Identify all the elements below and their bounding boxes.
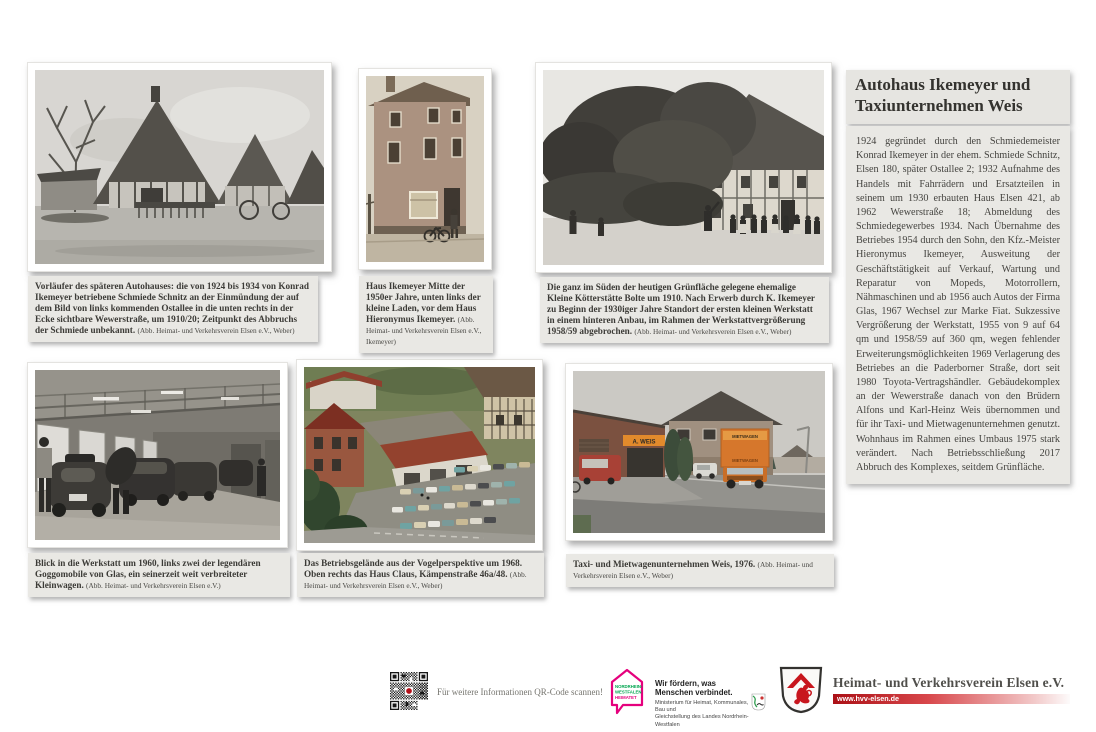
caption-credit: (Abb. Heimat- und Verkehrsverein Elsen e.V., Weber) bbox=[137, 326, 295, 336]
caption-koetterstaette-bolte bbox=[540, 277, 829, 343]
ministry-name-line2: Gleichstellung des Landes Nordrhein-Westfalen bbox=[655, 714, 749, 728]
qr-code bbox=[390, 672, 428, 710]
panel-body-text: 1924 gegründet durch den Schmiedemeister Konrad Ikemeyer in der ehem. Schmiede Schnitz, Elsen 180, später Ostallee 2; 1932 Aufnahme des Handels mit Fahrrädern und Ersatzteilen in seinem um 1930 erbauten Haus Elsen 421, ab 1962 Wewerstraße 18; Abmeldung des Schmiedegewerbes 1934. Nach Übernahme des Betriebes 1954 durch den Sohn, den Kfz.-Meister Hieronymus Ikemeyer, Ausweitung der Geschäftstätigkeit auf Verkauf, Wartung und Reparatur von Mopeds, Motorrollern, Nähmaschinen und ab 1956 auch Autos der Firma Glas, 1967 Wechsel zur Marke Fiat. Sukzessive Vergrößerung der Werkstatt, 1955 von 9 auf 64 qm und 1958/59 auf 360 qm, wegen fehlender Erweiterungsmöglichkeiten 1969 Verlagerung des Betriebes an die Paderborner Straße, dort seit 1980 Toyota-Vertragshändler. Gebäudekomplex an der Wewerstraße danach von den Brüdern Alfons und Karl-Heinz Weis übernommen und für ihr Taxi- und Mietwagenunternehmen genutzt. Wohnhaus im Rahmen eines Umbaus 1975 stark verändert. Nach Betriebsschließung 2017 Abbruch des Komplexes, seitdem Grünfläche. bbox=[846, 126, 1070, 484]
caption-haus-ikemeyer bbox=[359, 276, 493, 353]
nrw-heimat-logo bbox=[609, 667, 645, 715]
photo-weis-1976 bbox=[565, 363, 833, 541]
hvv-elsen-name: Heimat- und Verkehrsverein Elsen e.V. bbox=[833, 675, 1065, 690]
ministry-slogan: Wir fördern, was Menschen verbindet. bbox=[655, 679, 733, 697]
caption-betriebsgelaende bbox=[297, 553, 544, 597]
nrw-logo-line1: NORDRHEIN- bbox=[615, 684, 643, 689]
panel-title bbox=[846, 70, 1070, 124]
photo-betriebsgelaende bbox=[296, 359, 543, 551]
caption-credit: (Abb. Heimat- und Verkehrsverein Elsen e.V., Weber) bbox=[304, 570, 527, 591]
caption-werkstatt bbox=[28, 553, 290, 597]
panel-title-line2: Taxiunternehmen Weis bbox=[855, 95, 1023, 115]
caption-text: Blick in die Werkstatt um 1960, links zwei der legendären Goggomobile von Glas, ein seinerzeit weit verbreiteter Kleinwagen. bbox=[35, 558, 261, 591]
garage-sign-text: A. WEIS bbox=[632, 439, 656, 446]
caption-text: Das Betriebsgelände aus der Vogelperspektive um 1968. Oben rechts das Haus Claus, Kämpenstraße 46a/48. bbox=[304, 558, 523, 580]
hvv-elsen-block bbox=[833, 675, 1073, 704]
caption-credit: (Abb. Heimat- und Verkehrsverein Elsen e.V., Weber) bbox=[573, 560, 813, 581]
hvv-elsen-url: www.hvv-elsen.de bbox=[833, 694, 1070, 704]
hvv-elsen-crest-icon bbox=[779, 666, 823, 714]
ministry-block bbox=[655, 680, 751, 729]
photo-haus-ikemeyer bbox=[358, 68, 492, 270]
nrw-logo-line2: WESTFALEN bbox=[615, 689, 642, 695]
luftbild-photo-image bbox=[304, 367, 535, 543]
caption-text: Taxi- und Mietwagenunternehmen Weis, 1976. bbox=[573, 559, 756, 569]
weis-photo-image bbox=[573, 371, 825, 533]
ministry-name bbox=[655, 700, 751, 729]
qr-code-label: Für weitere Informationen QR-Code scannen! bbox=[437, 687, 603, 697]
haus-ikemeyer-photo-image bbox=[366, 76, 484, 262]
caption-text: Vorläufer des späteren Autohauses: die von 1924 bis 1934 von Konrad Ikemeyer betriebene Schmiede Schnitz an der Einmündung der auf dem Bild von links kommenden Ostallee in die unten rechts in der Ecke sichtbare Wewerstraße, um 1910/20; Zeitpunkt des Abbruchs der Schmiede unbekannt. bbox=[35, 281, 309, 336]
ministry-name-line1: Ministerium für Heimat, Kommunales, Bau und bbox=[655, 699, 749, 714]
truck-sign-text-top: MIETWAGEN bbox=[732, 434, 758, 439]
photo-koetterstaette-bolte bbox=[535, 62, 832, 273]
nrw-logo-line3: HEIMATET bbox=[615, 695, 637, 700]
truck-sign-text-bottom: MIETWAGEN bbox=[732, 458, 758, 463]
koetterstaette-photo-image bbox=[543, 70, 824, 265]
caption-credit: (Abb. Heimat- und Verkehrsverein Elsen e.V., Ikemeyer) bbox=[366, 315, 482, 347]
caption-text: Haus Ikemeyer Mitte der 1950er Jahre, unten links der kleine Laden, vor dem Haus Hieronymus Ikemeyer. bbox=[366, 281, 481, 325]
caption-text: Die ganz im Süden der heutigen Grünfläche gelegene ehemalige Kleine Kötterstätte Bolte um 1910. Nach Erwerb durch K. Ikemeyer zu Beginn der 1930iger Jahre Standort der ersten kleinen Werkstatt in einem hinteren Anbau, im Rahmen der Werkstattvergrößerung 1958/59 abgebrochen. bbox=[547, 282, 815, 337]
werkstatt-photo-image bbox=[35, 370, 280, 540]
photo-schmiede-schnitz bbox=[27, 62, 332, 272]
photo-werkstatt bbox=[27, 362, 288, 548]
caption-schmiede-schnitz bbox=[28, 276, 318, 342]
caption-weis-1976 bbox=[566, 554, 834, 587]
caption-credit: (Abb. Heimat- und Verkehrsverein Elsen e.V.) bbox=[86, 581, 221, 591]
schmiede-photo-image bbox=[35, 70, 324, 264]
nrw-coat-of-arms-icon bbox=[751, 693, 766, 711]
caption-credit: (Abb. Heimat- und Verkehrsverein Elsen e.V., Weber) bbox=[634, 327, 792, 337]
panel-title-line1: Autohaus Ikemeyer und bbox=[855, 75, 1031, 94]
